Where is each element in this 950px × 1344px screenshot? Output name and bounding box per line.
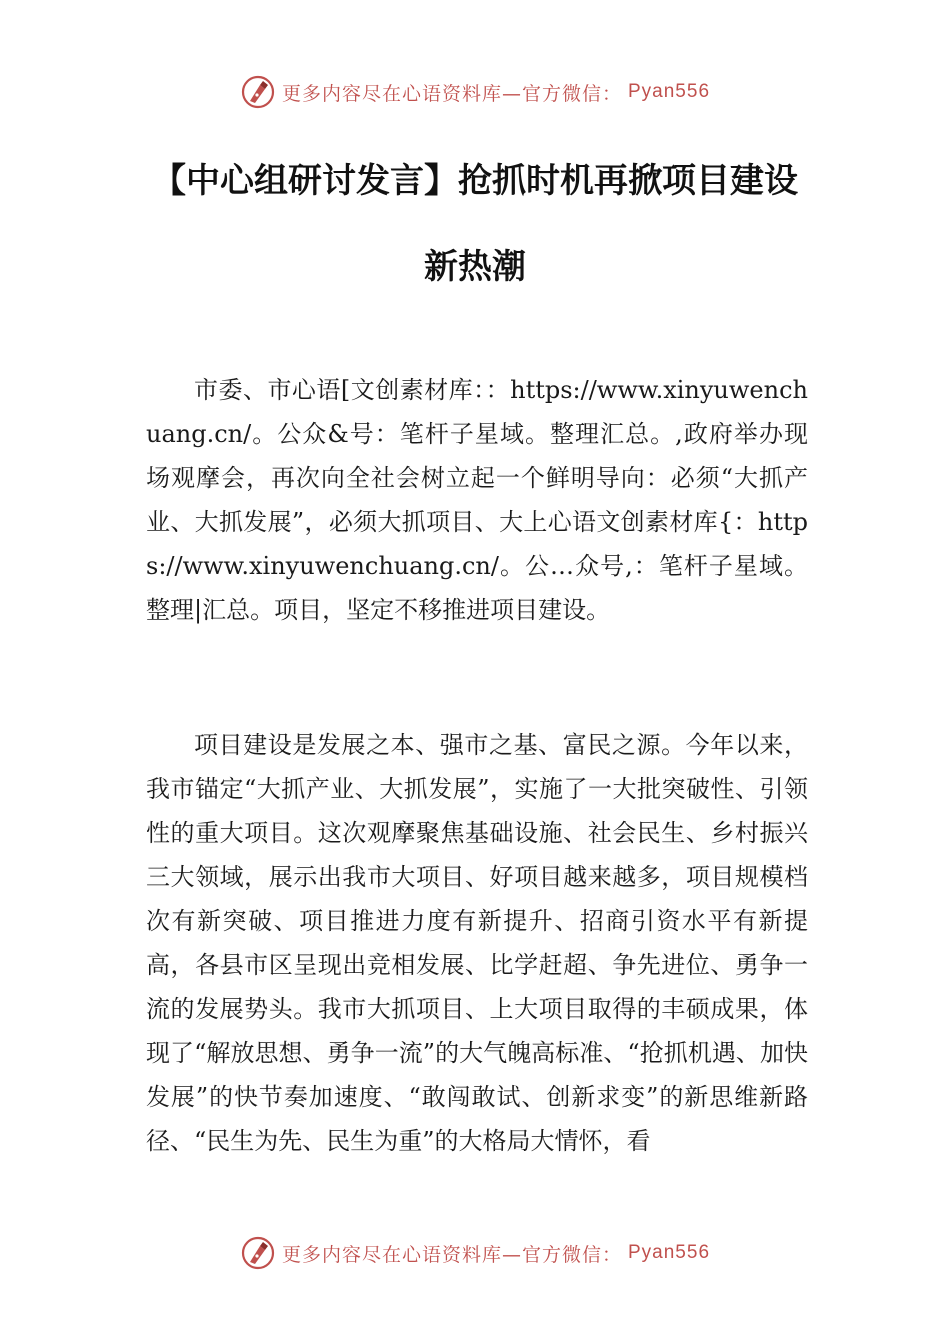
pen-nib-logo-icon — [240, 1235, 276, 1271]
title-line-2: 新热潮 — [424, 247, 526, 287]
body-paragraph: 项目建设是发展之本、强市之基、富民之源。今年以来，我市锚定“大抓产业、大抓发展”，实施了一大批突破性、引领性的重大项目。这次观摩聚焦基础设施、社会民生、乡村振兴三大领域，展示出我市大项目、好项目越来越多，项目规模档次有新突破、项目推进力度有新提升、招商引资水平有新提高，各县市区呈现出竞相发展、比学赶超、争先进位、勇争一流的发展势头。我市大抓项目、上大项目取得的丰硕成果，体现了“解放思想、勇争一流”的大气魄高标准、“抢抓机遇、加快发展”的快节奏加速度、“敢闯敢试、创新求变”的新思维新路径、“民生为先、民生为重”的大格局大情怀，看 — [146, 731, 808, 1155]
footer-banner — [0, 1231, 950, 1275]
header-banner-wechat: Pyan556 — [628, 81, 711, 102]
header-banner-text: 更多内容尽在心语资料库—官方微信： — [281, 82, 622, 105]
pen-nib-logo-icon — [240, 74, 276, 110]
header-banner — [0, 70, 950, 114]
body-paragraph: 市委、市心语[文创素材库：：https://www.xinyuwenchuang.cn/。公众&号：笔杆子星域。整理汇总。,政府举办现场观摩会，再次向全社会树立起一个鲜明导向：必须“大抓产业、大抓发展”，必须大抓项目、大上心语文创素材库{：https://www.xinyuwenchuang.cn/。公…众号,：笔杆子星域。整理|汇总。项目，坚定不移推进项目建设。 — [146, 376, 808, 624]
document-title — [120, 138, 830, 310]
footer-banner-wechat: Pyan556 — [628, 1242, 711, 1263]
title-line-1: 【中心组研讨发言】抢抓时机再掀项目建设 — [152, 161, 798, 201]
footer-banner-text: 更多内容尽在心语资料库—官方微信： — [281, 1243, 622, 1266]
